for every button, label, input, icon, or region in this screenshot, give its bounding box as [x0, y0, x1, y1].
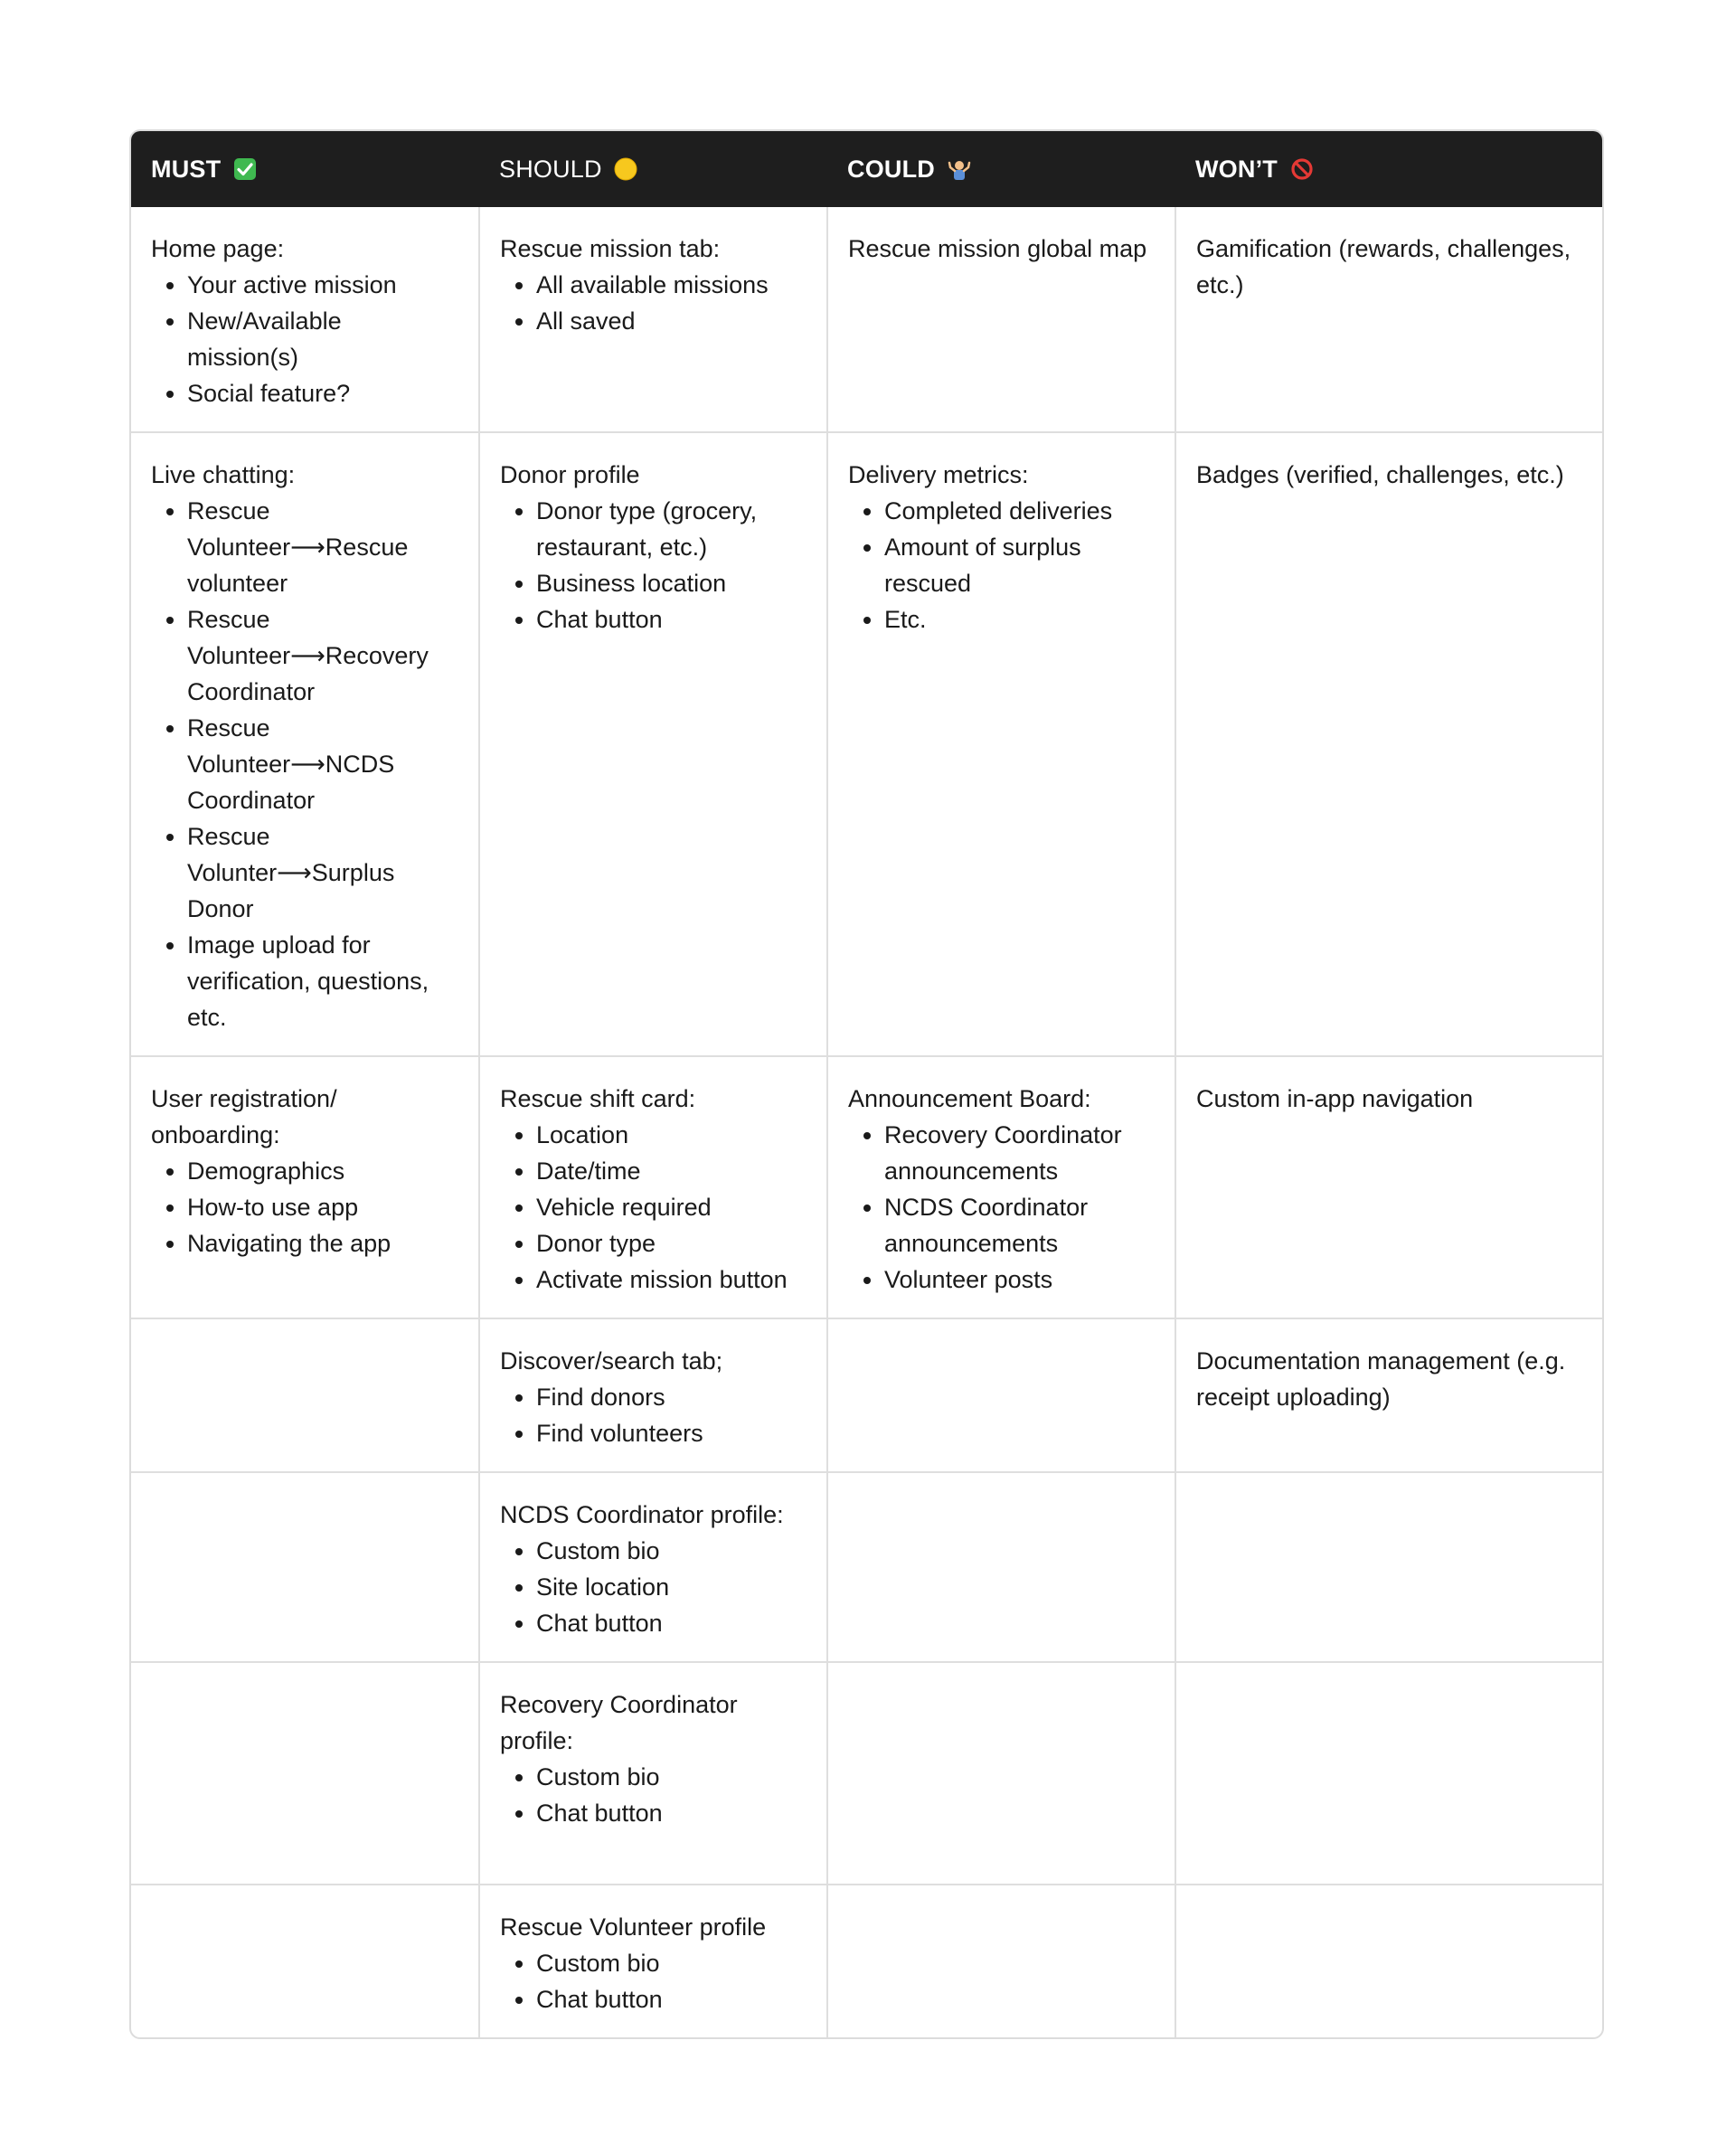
header-should-label: SHOULD: [499, 155, 602, 183]
list-item: • Rescue Volunteer⟶NCDS Coordinator: [187, 710, 458, 818]
cell-could: [827, 1472, 1175, 1662]
bullet-list: [151, 267, 458, 411]
cell-title: Delivery metrics:: [848, 461, 1029, 488]
header-row: [131, 131, 1602, 207]
list-item: • Etc.: [884, 601, 1155, 638]
bullet-list: [151, 1153, 458, 1261]
moscow-table: [129, 129, 1604, 2039]
list-item: • Donor type (grocery, restaurant, etc.): [536, 493, 807, 565]
list-item: • Site location: [536, 1569, 807, 1605]
header-must-label: MUST: [151, 155, 222, 183]
prohibited-icon: [1290, 157, 1314, 181]
cell-title: Rescue shift card:: [500, 1085, 696, 1112]
bullet-list: [500, 493, 807, 638]
cell-could: [827, 1885, 1175, 2037]
list-item: • Business location: [536, 565, 807, 601]
bullet-list: [500, 1533, 807, 1641]
check-mark-icon: [233, 157, 257, 181]
cell-should: [479, 1472, 827, 1662]
list-item: • Rescue Volunteer⟶Recovery Coordinator: [187, 601, 458, 710]
list-item: • Vehicle required: [536, 1189, 807, 1225]
list-item: • Custom bio: [536, 1759, 807, 1795]
cell-title: Rescue mission global map: [848, 235, 1147, 262]
cell-title: Announcement Board:: [848, 1085, 1091, 1112]
cell-could: [827, 1662, 1175, 1885]
cell-must: [131, 1885, 479, 2037]
header-must: [131, 131, 479, 207]
table-row: [131, 1472, 1602, 1662]
bullet-list: [500, 267, 807, 339]
list-item: • Location: [536, 1117, 807, 1153]
cell-should: [479, 1318, 827, 1472]
cell-title: Live chatting:: [151, 461, 296, 488]
bullet-list: [848, 493, 1155, 638]
list-item: • Demographics: [187, 1153, 458, 1189]
cell-could: [827, 1056, 1175, 1318]
cell-should: [479, 1056, 827, 1318]
list-item: • All saved: [536, 303, 807, 339]
list-item: • Find volunteers: [536, 1415, 807, 1451]
cell-should: [479, 207, 827, 432]
list-item: • Find donors: [536, 1379, 807, 1415]
table-row: [131, 207, 1602, 432]
cell-must: [131, 432, 479, 1056]
cell-must: [131, 1056, 479, 1318]
yellow-circle-icon: [614, 157, 637, 181]
cell-title: Documentation management (e.g. receipt uploading): [1196, 1347, 1566, 1411]
cell-should: [479, 432, 827, 1056]
list-item: • Chat button: [536, 1795, 807, 1831]
list-item: • All available missions: [536, 267, 807, 303]
bullet-list: [500, 1945, 807, 2017]
table-row: [131, 1662, 1602, 1885]
table-row: [131, 1318, 1602, 1472]
cell-wont: [1175, 432, 1602, 1056]
cell-must: [131, 1662, 479, 1885]
list-item: • Custom bio: [536, 1533, 807, 1569]
cell-title: Rescue Volunteer profile: [500, 1913, 767, 1941]
list-item: • Activate mission button: [536, 1261, 807, 1298]
list-item: • Recovery Coordinator announcements: [884, 1117, 1155, 1189]
list-item: • New/Available mission(s): [187, 303, 458, 375]
table-row: [131, 1056, 1602, 1318]
cell-could: [827, 1318, 1175, 1472]
table-row: [131, 432, 1602, 1056]
cell-title: Home page:: [151, 235, 285, 262]
cell-wont: [1175, 1662, 1602, 1885]
list-item: • How-to use app: [187, 1189, 458, 1225]
bullet-list: [848, 1117, 1155, 1298]
cell-title: Gamification (rewards, challenges, etc.): [1196, 235, 1571, 298]
cell-title: Discover/search tab;: [500, 1347, 723, 1375]
cell-wont: [1175, 207, 1602, 432]
list-item: • Donor type: [536, 1225, 807, 1261]
cell-must: [131, 207, 479, 432]
list-item: • Social feature?: [187, 375, 458, 411]
bullet-list: [500, 1759, 807, 1831]
bullet-list: [500, 1379, 807, 1451]
list-item: • Volunteer posts: [884, 1261, 1155, 1298]
person-shrugging-icon: [948, 157, 971, 181]
list-item: • Your active mission: [187, 267, 458, 303]
cell-should: [479, 1885, 827, 2037]
cell-title: Donor profile: [500, 461, 640, 488]
list-item: • Image upload for verification, questions, etc.: [187, 927, 458, 1035]
list-item: • Custom bio: [536, 1945, 807, 1981]
list-item: • NCDS Coordinator announcements: [884, 1189, 1155, 1261]
table-row: [131, 1885, 1602, 2037]
list-item: • Rescue Volunter⟶Surplus Donor: [187, 818, 458, 927]
cell-could: [827, 207, 1175, 432]
bullet-list: [500, 1117, 807, 1298]
cell-title: NCDS Coordinator profile:: [500, 1501, 784, 1528]
list-item: • Chat button: [536, 601, 807, 638]
cell-must: [131, 1318, 479, 1472]
prioritization-table: [131, 131, 1602, 2037]
header-wont-label: WON’T: [1195, 155, 1278, 183]
list-item: • Rescue Volunteer⟶Rescue volunteer: [187, 493, 458, 601]
cell-wont: [1175, 1885, 1602, 2037]
header-could-label: COULD: [847, 155, 935, 183]
list-item: • Chat button: [536, 1981, 807, 2017]
header-could: [827, 131, 1175, 207]
cell-title: Badges (verified, challenges, etc.): [1196, 461, 1564, 488]
cell-wont: [1175, 1056, 1602, 1318]
list-item: • Chat button: [536, 1605, 807, 1641]
cell-title: User registration/ onboarding:: [151, 1085, 337, 1148]
cell-title: Rescue mission tab:: [500, 235, 721, 262]
cell-should: [479, 1662, 827, 1885]
cell-could: [827, 432, 1175, 1056]
header-should: [479, 131, 827, 207]
list-item: • Amount of surplus rescued: [884, 529, 1155, 601]
list-item: • Navigating the app: [187, 1225, 458, 1261]
header-wont: [1175, 131, 1602, 207]
cell-title: Recovery Coordinator profile:: [500, 1691, 738, 1754]
cell-wont: [1175, 1318, 1602, 1472]
bullet-list: [151, 493, 458, 1035]
cell-wont: [1175, 1472, 1602, 1662]
cell-must: [131, 1472, 479, 1662]
cell-title: Custom in-app navigation: [1196, 1085, 1474, 1112]
list-item: • Completed deliveries: [884, 493, 1155, 529]
list-item: • Date/time: [536, 1153, 807, 1189]
